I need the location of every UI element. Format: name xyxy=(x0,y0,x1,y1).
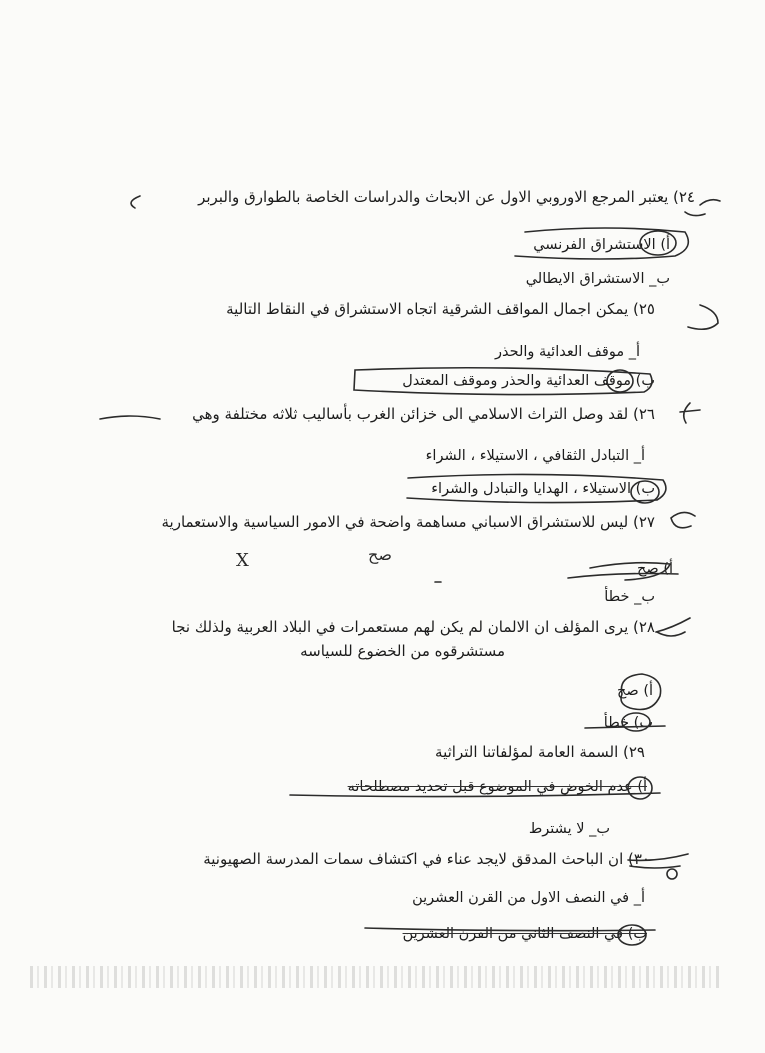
q28-option-a: أ) صح xyxy=(617,683,653,699)
q24-option-b: ب_ الاستشراق الايطالي xyxy=(525,271,670,287)
question-26: ٢٦) لقد وصل التراث الاسلامي الى خزائن الغرب بأساليب ثلاثه مختلفة وهي xyxy=(192,405,655,423)
q29-option-a: أ) عدم الخوض في الموضوع قبل تحديد مصطلحاته xyxy=(347,779,647,795)
question-28-cont: مستشرقوه من الخضوع للسياسه xyxy=(300,642,505,660)
question-29: ٢٩) السمة العامة لمؤلفاتنا التراثية xyxy=(435,743,645,761)
question-28: ٢٨) يرى المؤلف ان الالمان لم يكن لهم مستعمرات في البلاد العربية ولذلك نجا xyxy=(171,618,655,636)
q25-option-a: أ_ موقف العدائية والحذر xyxy=(495,344,640,360)
q29-option-b: ب_ لا يشترط xyxy=(528,821,610,837)
question-25: ٢٥) يمكن اجمال المواقف الشرقية اتجاه الاستشراق في النقاط التالية xyxy=(226,300,655,318)
q25-option-b: ب) موقف العدائية والحذر وموقف المعتدل xyxy=(402,373,655,389)
question-24: ٢٤) يعتبر المرجع الاوروبي الاول عن الابحاث والدراسات الخاصة بالطوارق والبربر xyxy=(198,188,695,206)
question-27: ٢٧) ليس للاستشراق الاسباني مساهمة واضحة في الامور السياسية والاستعمارية xyxy=(161,513,655,531)
q27-option-a: أ) صح xyxy=(637,561,673,577)
q30-option-b: ب) في النصف الثاني من القرن العشرين xyxy=(402,926,647,942)
q27-option-b: ب_ خطأ xyxy=(604,589,655,605)
handwritten-x-mark: X xyxy=(236,550,249,571)
question-30: ٣٠) ان الباحث المدقق لايجد عناء في اكتشاف سمات المدرسة الصهيونية xyxy=(203,850,650,868)
q24-option-a: أ) الاستشراق الفرنسي xyxy=(533,237,670,253)
q26-option-b: ب) الاستيلاء ، الهدايا والتبادل والشراء xyxy=(431,481,655,497)
q28-option-b: ب) خطأ xyxy=(603,715,653,731)
scan-noise-strip xyxy=(30,966,720,988)
q26-option-a: أ_ التبادل الثقافي ، الاستيلاء ، الشراء xyxy=(425,448,645,464)
handwritten-sah-mark: صح xyxy=(368,545,392,564)
q30-option-a: أ_ في النصف الاول من القرن العشرين xyxy=(412,890,645,906)
